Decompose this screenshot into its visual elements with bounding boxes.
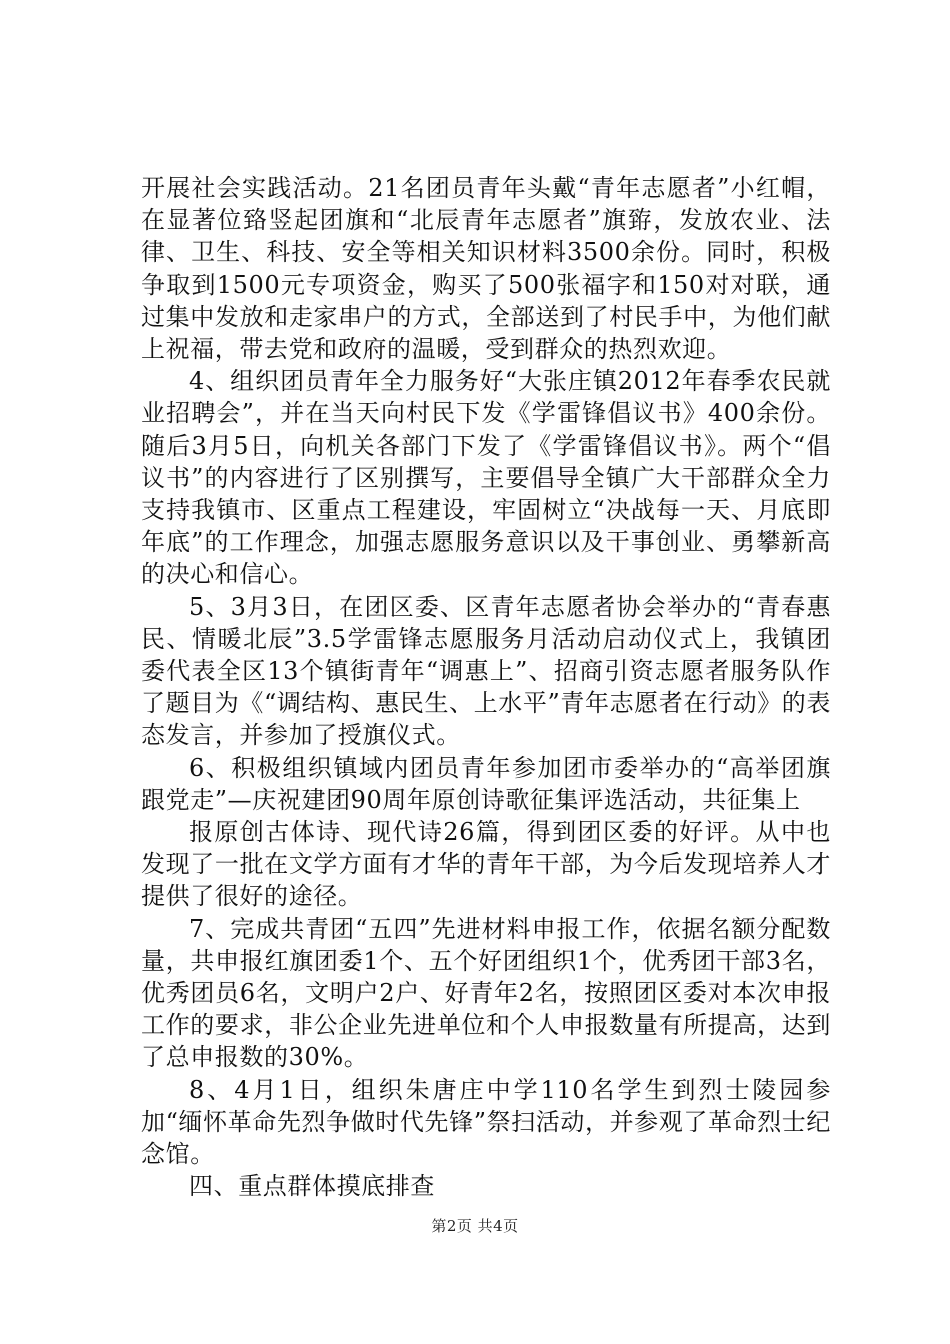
body-text-upper bbox=[141, 172, 831, 816]
section-heading-4: 四、重点群体摸底排查 bbox=[189, 1172, 435, 1201]
paragraph-item-6: 6、积极组织镇域内团员青年参加团市委举办的“高举团旗跟党走”—庆祝建团90周年原创诗歌征集评选活动，共征集上 bbox=[141, 753, 831, 814]
page-number-footer: 第2页 共4页 bbox=[431, 1217, 519, 1235]
paragraph-item-5: 5、3月3日，在团区委、区青年志愿者协会举办的“青春惠民、情暖北辰”3.5学雷锋志愿服务月活动启动仪式上，我镇团委代表全区13个镇街青年“调惠上”、招商引资志愿者服务队作了题目为《“调结构、惠民生、上水平”青年志愿者在行动》的表态发言，并参加了授旗仪式。 bbox=[141, 592, 831, 750]
paragraph-item-4: 4、组织团员青年全力服务好“大张庄镇2012年春季农民就业招聘会”，并在当天向村民下发《学雷锋倡议书》400余份。随后3月5日，向机关各部门下发了《学雷锋倡议书》。两个“倡议书”的内容进行了区别撰写，主要倡导全镇广大干部群众全力支持我镇市、区重点工程建设，牢固树立“决战每一天、月底即年底”的工作理念，加强志愿服务意识以及干事创业、勇攀新高的决心和信心。 bbox=[141, 367, 831, 589]
body-text-lower bbox=[141, 816, 831, 1202]
paragraph-item-8: 8、4月1日，组织朱唐庄中学110名学生到烈士陵园参加“缅怀革命先烈争做时代先锋”祭扫活动，并参观了革命烈士纪念馆。 bbox=[141, 1075, 831, 1169]
paragraph-item-7: 7、完成共青团“五四”先进材料申报工作，依据名额分配数量，共申报红旗团委1个、五个好团组织1个，优秀团干部3名，优秀团员6名，文明户2户、好青年2名，按照团区委对本次申报工作的要求，非公企业先进单位和个人申报数量有所提高，达到了总申报数的30%。 bbox=[141, 914, 831, 1072]
paragraph-item-6-continued: 报原创古体诗、现代诗26篇，得到团区委的好评。从中也发现了一批在文学方面有才华的青年干部，为今后发现培养人才提供了很好的途径。 bbox=[141, 818, 831, 911]
paragraph-social-practice: 开展社会实践活动。21名团员青年头戴“青年志愿者”小红帽，在显著位臵竖起团旗和“北辰青年志愿者”旗臶，发放农业、法律、卫生、科技、安全等相关知识材料3500余份。同时，积极争取到1500元专项资金，购买了500张福字和150对对联，通过集中发放和走家串户的方式，全部送到了村民手中，为他们献上祝福，带去党和政府的温暖，受到群众的热烈欢迎。 bbox=[141, 174, 831, 364]
